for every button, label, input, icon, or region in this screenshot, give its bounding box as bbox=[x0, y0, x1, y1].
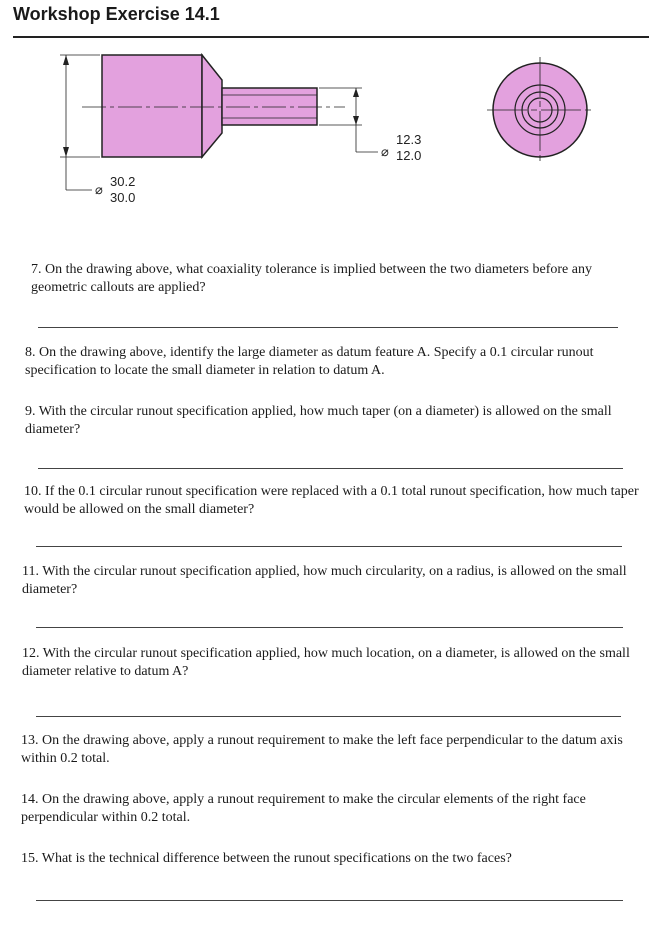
question-number: 11. bbox=[22, 564, 39, 579]
large-diameter-lower: 30.0 bbox=[110, 190, 136, 205]
question-15 bbox=[21, 850, 641, 868]
large-diameter-upper: 30.2 bbox=[110, 174, 136, 189]
question-10 bbox=[24, 483, 644, 519]
question-13 bbox=[21, 732, 641, 768]
small-diameter-lower: 12.0 bbox=[396, 148, 422, 163]
question-text: With the circular runout specification applied, how much taper (on a diameter) is allowed on the small diameter? bbox=[25, 404, 612, 437]
question-text: On the drawing above, apply a runout requirement to make the circular elements of the right face perpendicular within 0.2 total. bbox=[21, 792, 586, 825]
question-text: If the 0.1 circular runout specification were replaced with a 0.1 total runout specification, how much taper would be allowed on the small diameter? bbox=[24, 484, 639, 517]
question-11 bbox=[22, 563, 632, 599]
question-number: 12. bbox=[22, 646, 40, 661]
answer-line-9[interactable] bbox=[38, 468, 623, 469]
engineering-drawing bbox=[0, 40, 663, 220]
question-text: What is the technical difference between the runout specifications on the two faces? bbox=[41, 851, 512, 866]
answer-line-11[interactable] bbox=[36, 627, 623, 628]
question-number: 8. bbox=[25, 345, 36, 360]
question-text: With the circular runout specification applied, how much circularity, on a radius, is allowed on the small diameter? bbox=[22, 564, 627, 597]
question-12 bbox=[22, 645, 632, 681]
answer-line-15[interactable] bbox=[36, 900, 623, 901]
question-text: On the drawing above, what coaxiality tolerance is implied between the two diameters before any geometric callouts are applied? bbox=[31, 262, 592, 295]
large-diameter-body bbox=[102, 55, 202, 157]
answer-line-12[interactable] bbox=[36, 716, 621, 717]
small-diameter-upper: 12.3 bbox=[396, 132, 422, 147]
question-14 bbox=[21, 791, 641, 827]
taper-section bbox=[202, 55, 222, 157]
answer-line-7[interactable] bbox=[38, 327, 618, 328]
question-text: On the drawing above, identify the large diameter as datum feature A. Specify a 0.1 circular runout specification to locate the small diameter in relation to datum A. bbox=[25, 345, 594, 378]
large-diameter-symbol: ⌀ bbox=[95, 182, 103, 197]
question-9 bbox=[25, 403, 635, 439]
question-8 bbox=[25, 344, 635, 380]
title-divider bbox=[13, 36, 649, 38]
small-diameter-symbol: ⌀ bbox=[381, 144, 389, 159]
question-number: 9. bbox=[25, 404, 36, 419]
question-number: 15. bbox=[21, 851, 39, 866]
question-number: 7. bbox=[31, 262, 42, 277]
page-title: Workshop Exercise 14.1 bbox=[13, 4, 220, 24]
question-number: 13. bbox=[21, 733, 39, 748]
question-text: With the circular runout specification applied, how much location, on a diameter, is allowed on the small diameter relative to datum A? bbox=[22, 646, 630, 679]
question-number: 10. bbox=[24, 484, 42, 499]
question-7 bbox=[31, 261, 631, 297]
end-view bbox=[487, 57, 593, 163]
answer-line-10[interactable] bbox=[36, 546, 622, 547]
question-text: On the drawing above, apply a runout requirement to make the left face perpendicular to the datum axis within 0.2 total. bbox=[21, 733, 623, 766]
small-diameter-body bbox=[222, 88, 317, 125]
question-number: 14. bbox=[21, 792, 39, 807]
